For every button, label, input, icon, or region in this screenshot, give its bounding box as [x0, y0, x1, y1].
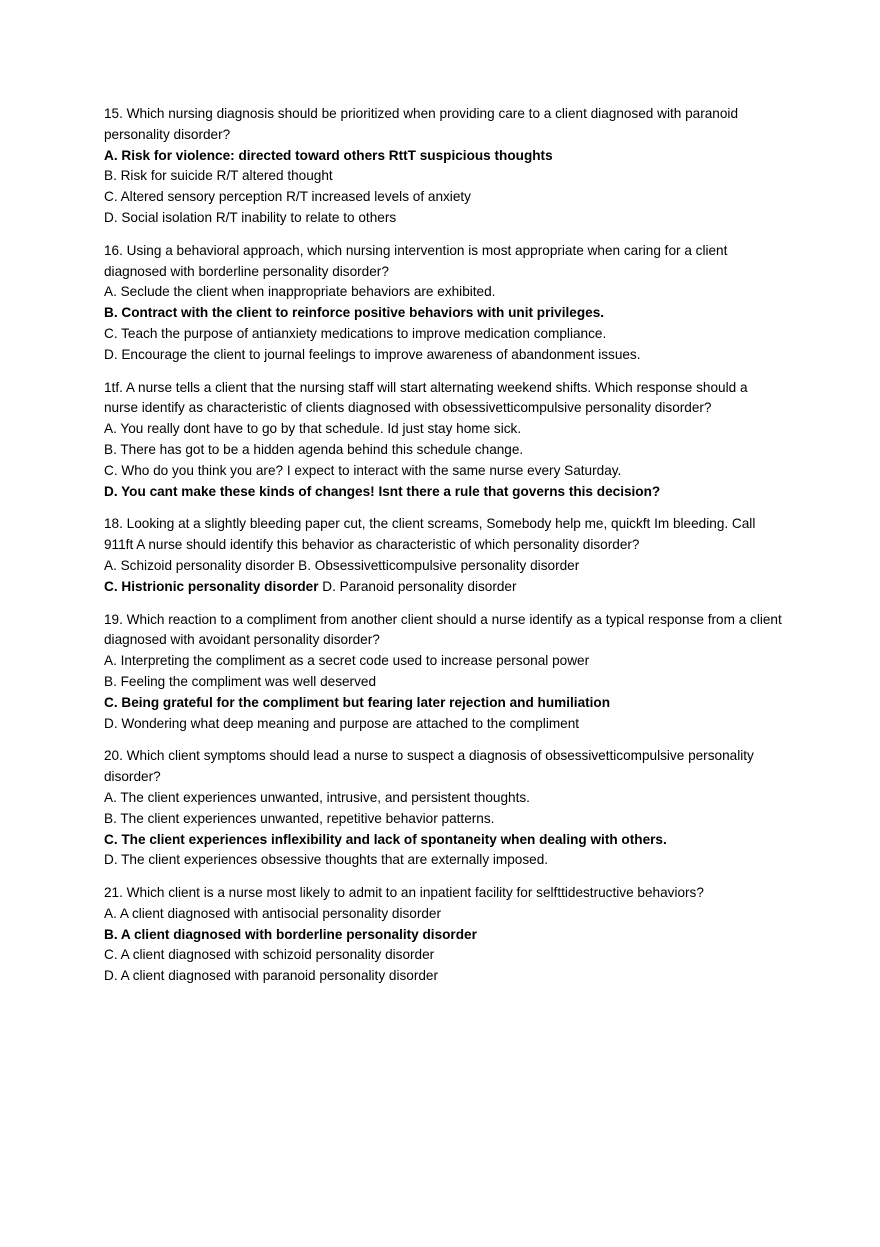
- answer-line: [104, 345, 784, 366]
- answer-line: [104, 577, 784, 598]
- answer-option: A. Seclude the client when inappropriate behaviors are exhibited.: [104, 284, 496, 300]
- answer-line: [104, 809, 784, 830]
- answer-line: [104, 672, 784, 693]
- answer-line: [104, 850, 784, 871]
- question-block: [104, 378, 784, 503]
- question-stem: 15. Which nursing diagnosis should be prioritized when providing care to a client diagnosed with paranoid personality disorder?: [104, 106, 739, 142]
- answer-option: A. Interpreting the compliment as a secret code used to increase personal power: [104, 653, 590, 669]
- question-stem: 20. Which client symptoms should lead a nurse to suspect a diagnosis of obsessivetticompulsive personality disorder?: [104, 748, 754, 785]
- answer-line: [104, 556, 784, 577]
- answer-line: [104, 303, 784, 324]
- answer-line: [104, 419, 784, 440]
- correct-answer-option: B. Contract with the client to reinforce positive behaviors with unit privileges.: [104, 305, 605, 321]
- answer-option: D. A client diagnosed with paranoid personality disorder: [104, 968, 439, 984]
- answer-line: [104, 482, 784, 503]
- answer-option: C. Teach the purpose of antianxiety medications to improve medication compliance.: [104, 325, 607, 341]
- answer-option: C. Who do you think you are? I expect to interact with the same nurse every Saturday.: [104, 462, 622, 478]
- answer-line: [104, 830, 784, 851]
- correct-answer-option: D. You cant make these kinds of changes! Isnt there a rule that governs this decision?: [104, 483, 661, 499]
- answer-option: D. The client experiences obsessive thoughts that are externally imposed.: [104, 852, 549, 868]
- answer-line: [104, 208, 784, 229]
- answer-option: A. You really dont have to go by that schedule. Id just stay home sick.: [104, 421, 522, 437]
- answer-option: D. Encourage the client to journal feelings to improve awareness of abandonment issues.: [104, 346, 641, 362]
- answer-line: [104, 461, 784, 482]
- answer-option: D. Social isolation R/T inability to relate to others: [104, 209, 397, 225]
- question-block: [104, 746, 784, 871]
- answer-line: [104, 146, 784, 167]
- answer-line: [104, 282, 784, 303]
- answer-line: [104, 904, 784, 925]
- answer-line: [104, 166, 784, 187]
- answer-line: [104, 945, 784, 966]
- answer-option: B. Risk for suicide R/T altered thought: [104, 168, 333, 184]
- question-stem: 21. Which client is a nurse most likely to admit to an inpatient facility for selfttidestructive behaviors?: [104, 885, 704, 901]
- question-block: [104, 241, 784, 366]
- answer-line: [104, 788, 784, 809]
- answer-option: D. Paranoid personality disorder: [318, 578, 517, 594]
- question-block: [104, 610, 784, 735]
- answer-line: [104, 187, 784, 208]
- answer-line: [104, 925, 784, 946]
- answer-option: B. Feeling the compliment was well deserved: [104, 673, 377, 689]
- answer-option: A. A client diagnosed with antisocial personality disorder: [104, 905, 442, 921]
- question-block: [104, 104, 784, 229]
- question-list: [104, 104, 784, 999]
- answer-line: [104, 693, 784, 714]
- answer-line: [104, 714, 784, 735]
- correct-answer-option: C. Histrionic personality disorder: [104, 578, 319, 594]
- question-block: [104, 883, 784, 987]
- question-block: [104, 514, 784, 597]
- correct-answer-option: B. A client diagnosed with borderline personality disorder: [104, 926, 477, 942]
- answer-option: A. The client experiences unwanted, intrusive, and persistent thoughts.: [104, 789, 530, 805]
- question-stem: 16. Using a behavioral approach, which nursing intervention is most appropriate when caring for a client diagnosed with borderline personality disorder?: [104, 242, 728, 279]
- answer-line: [104, 966, 784, 987]
- correct-answer-option: C. The client experiences inflexibility and lack of spontaneity when dealing with others.: [104, 831, 667, 847]
- answer-option: C. A client diagnosed with schizoid personality disorder: [104, 947, 435, 963]
- question-stem: 1tf. A nurse tells a client that the nursing staff will start alternating weekend shifts. Which response should a nurse identify as characteristic of clients diagnosed with obsessivetticompulsive personality disorder?: [104, 379, 748, 416]
- answer-option: B. The client experiences unwanted, repetitive behavior patterns.: [104, 810, 495, 826]
- answer-line: [104, 651, 784, 672]
- answer-line: [104, 440, 784, 461]
- correct-answer-option: C. Being grateful for the compliment but fearing later rejection and humiliation: [104, 694, 611, 710]
- question-stem: 19. Which reaction to a compliment from another client should a nurse identify as a typical response from a client diagnosed with avoidant personality disorder?: [104, 611, 782, 648]
- answer-option: C. Altered sensory perception R/T increased levels of anxiety: [104, 189, 471, 205]
- answer-option: A. Schizoid personality disorder B. Obsessivetticompulsive personality disorder: [104, 557, 580, 573]
- question-stem: 18. Looking at a slightly bleeding paper cut, the client screams, Somebody help me, quickft Im bleeding. Call 911ft A nurse should identify this behavior as characteristic of which personality disorder?: [104, 516, 756, 553]
- correct-answer-option: A. Risk for violence: directed toward others RttT suspicious thoughts: [104, 147, 553, 163]
- answer-line: [104, 324, 784, 345]
- answer-option: B. There has got to be a hidden agenda behind this schedule change.: [104, 441, 524, 457]
- answer-option: D. Wondering what deep meaning and purpose are attached to the compliment: [104, 715, 580, 731]
